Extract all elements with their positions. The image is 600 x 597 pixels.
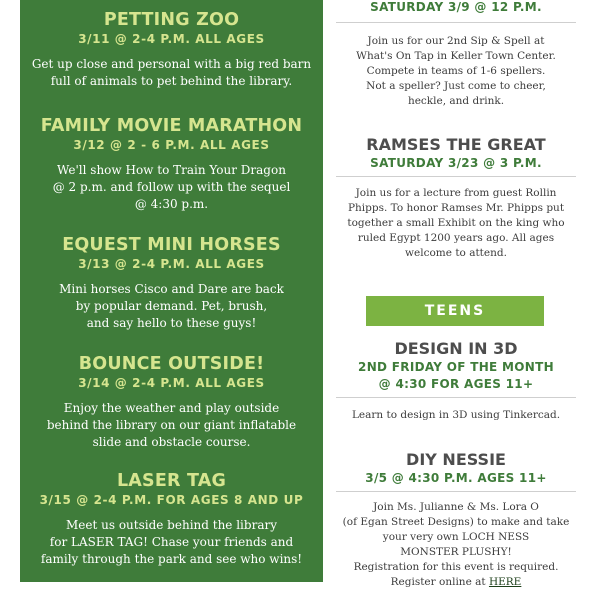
event-design-in-3d [336,338,576,393]
event-diy-nessie-description: Join Ms. Julianne & Ms. Lora O (of Egan Street Designs) to make and take your very own LOCH NESS MONSTER PLUSHY! Registration for this event is required. Register online at HERE [336,500,576,590]
divider [336,397,576,398]
teens-section-header: TEENS [366,296,544,326]
event-date: 3/11 @ 2-4 P.M. ALL AGES [78,32,265,46]
event-description: Mini horses Cisco and Dare are back by popular demand. Pet, brush, and say hello to these guys! [59,282,284,330]
event-date: SATURDAY 3/23 @ 3 P.M. [370,156,542,170]
event-title: PETTING ZOO [103,10,240,30]
event-description: Get up close and personal with a big red barn full of animals to pet behind the library. [31,57,312,88]
event-sip-and-spell-description: Join us for our 2nd Sip & Spell at What's On Tap in Keller Town Center. Compete in teams of 1-6 spellers. Not a speller? Just come to cheer, heckle, and drink. [356,35,556,107]
event-diy-nessie [336,449,576,487]
event-date: 3/15 @ 2-4 P.M. FOR AGES 8 AND UP [39,493,304,507]
event-ramses-the-great [336,134,576,172]
event-sip-and-spell [336,0,576,16]
event-title: BOUNCE OUTSIDE! [78,354,265,374]
register-here-link[interactable]: HERE [488,576,522,588]
event-design-in-3d-description: Learn to design in 3D using Tinkercad. [351,409,561,421]
event-title: RAMSES THE GREAT [366,135,546,154]
event-date: 3/5 @ 4:30 P.M. AGES 11+ [365,471,547,485]
register-line: Register online at HERE [390,576,522,588]
event-description: Meet us outside behind the library for LASER TAG! Chase your friends and family through the park and see who wins! [40,518,303,566]
event-time: @ 4:30 FOR AGES 11+ [378,377,534,391]
event-title: FAMILY MOVIE MARATHON [40,116,303,136]
event-description: Enjoy the weather and play outside behind the library on our giant inflatable slide and obstacle course. [46,401,297,449]
event-ramses-description: Join us for a lecture from guest Rollin Phipps. To honor Ramses Mr. Phipps put together a small Exhibit on the king who ruled Egypt 1200 years ago. All ages welcome to attend. [347,187,565,259]
event-date: SATURDAY 3/9 @ 12 P.M. [370,0,542,14]
event-description: We'll show How to Train Your Dragon @ 2 p.m. and follow up with the sequel @ 4:30 p.m. [52,163,291,211]
event-title: LASER TAG [116,471,227,491]
adult-teen-events-column [336,0,576,597]
event-laser-tag [20,470,323,568]
event-date: 3/12 @ 2 - 6 P.M. ALL AGES [73,138,270,152]
divider [336,491,576,492]
event-title: EQUEST MINI HORSES [62,235,281,255]
event-title: DIY NESSIE [406,450,506,469]
family-events-panel [20,0,323,582]
event-date: 3/13 @ 2-4 P.M. ALL AGES [78,257,265,271]
event-family-movie-marathon [20,115,323,213]
divider [336,22,576,23]
event-date: 2ND FRIDAY OF THE MONTH [358,360,554,374]
event-petting-zoo [20,9,323,90]
event-title: DESIGN IN 3D [394,339,518,358]
event-bounce-outside [20,353,323,451]
event-date: 3/14 @ 2-4 P.M. ALL AGES [78,376,265,390]
event-equest-mini-horses [20,234,323,332]
divider [336,176,576,177]
